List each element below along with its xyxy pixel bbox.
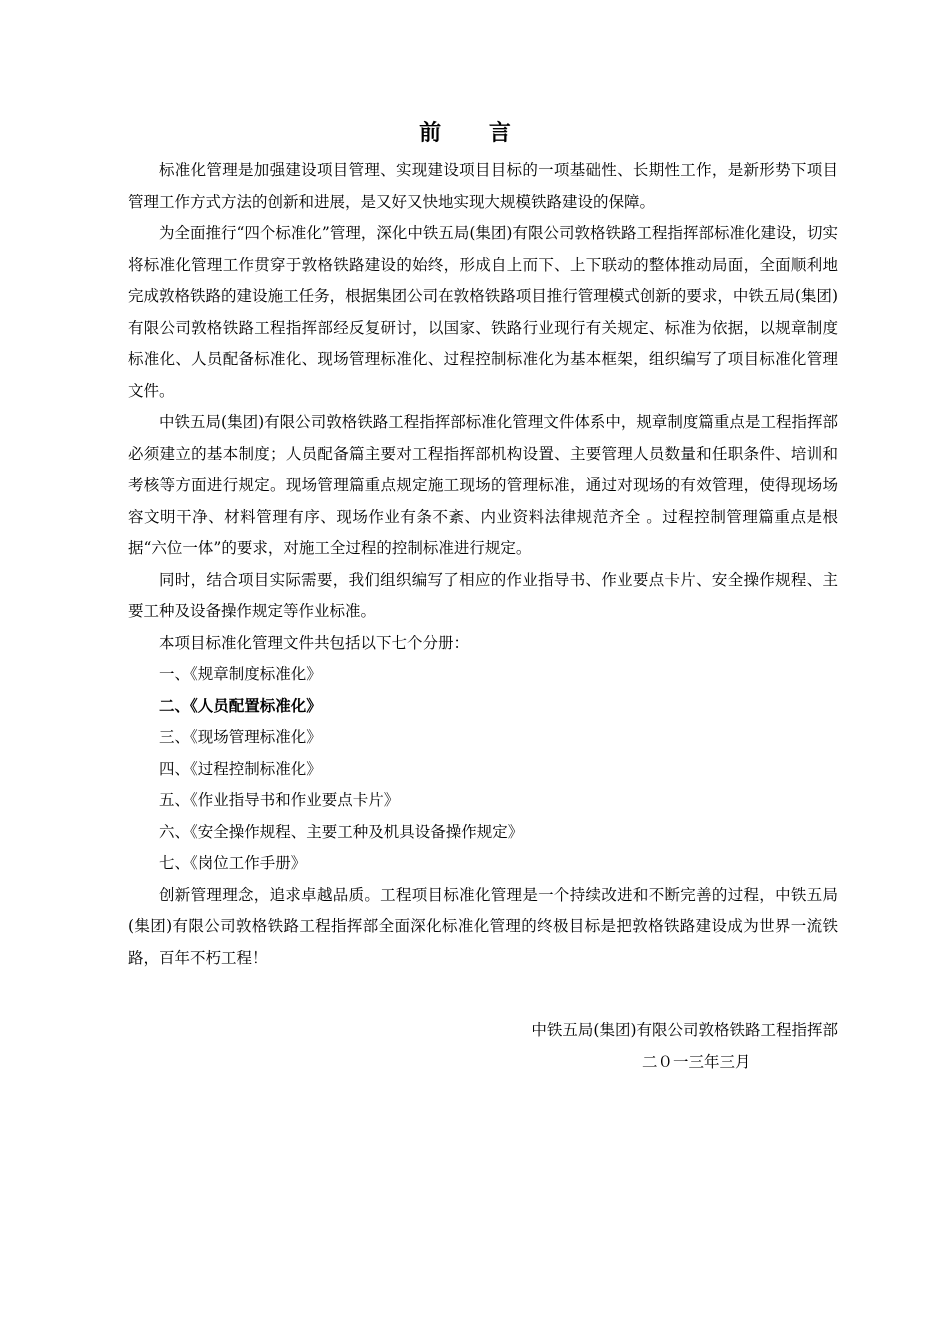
- volume-item: 七、《岗位工作手册》: [159, 854, 307, 872]
- paragraph-supplement: 同时，结合项目实际需要，我们组织编写了相应的作业指导书、作业要点卡片、安全操作规程、主要工种及设备操作规定等作业标准。: [128, 570, 838, 620]
- paragraph-intro: 标准化管理是加强建设项目管理、实现建设项目目标的一项基础性、长期性工作，是新形势下项目管理工作方式方法的创新和进展，是又好又快地实现大规模铁路建设的保障。: [128, 161, 838, 211]
- volume-item: 六、《安全操作规程、主要工种及机具设备操作规定》: [159, 822, 524, 841]
- volume-item: 一、《规章制度标准化》: [159, 665, 322, 683]
- paragraph-closing: 创新管理理念，追求卓越品质。工程项目标准化管理是一个持续改进和不断完善的过程，中铁五局(集团)有限公司敦格铁路工程指挥部全面深化标准化管理的终极目标是把敦格铁路建设成为世界一流铁路，百年不朽工程！: [128, 885, 838, 967]
- volume-item: 三、《现场管理标准化》: [159, 728, 322, 746]
- page-title: 前 言: [419, 121, 531, 146]
- volume-item: 二、《人员配置标准化》: [159, 696, 322, 715]
- paragraph-volumes-intro: 本项目标准化管理文件共包括以下七个分册：: [159, 633, 470, 652]
- signature-block: [128, 1015, 838, 1078]
- signature-organization: 中铁五局(集团)有限公司敦格铁路工程指挥部: [531, 1021, 838, 1039]
- paragraph-system: 中铁五局(集团)有限公司敦格铁路工程指挥部标准化管理文件体系中，规章制度篇重点是工程指挥部必须建立的基本制度；人员配备篇主要对工程指挥部机构设置、主要管理人员数量和任职条件、培训和考核等方面进行规定。现场管理篇重点规定施工现场的管理标准，通过对现场的有效管理，使得现场场容文明干净、材料管理有序、现场作业有条不紊、内业资料法律规范齐全 。过程控制管理篇重点是根据“六位一体”的要求，对施工全过程的控制标准进行规定。: [128, 413, 838, 557]
- volume-item: 五、《作业指导书和作业要点卡片》: [159, 791, 400, 809]
- signature-date: 二０一三年三月: [642, 1052, 751, 1071]
- volume-item: 四、《过程控制标准化》: [159, 759, 322, 778]
- paragraph-purpose: 为全面推行“四个标准化”管理，深化中铁五局(集团)有限公司敦格铁路工程指挥部标准化建设，切实将标准化管理工作贯穿于敦格铁路建设的始终，形成自上而下、上下联动的整体推动局面，全面顺利地完成敦格铁路的建设施工任务，根据集团公司在敦格铁路项目推行管理模式创新的要求，中铁五局(集团)有限公司敦格铁路工程指挥部经反复研讨，以国家、铁路行业现行有关规定、标准为依据，以规章制度标准化、人员配备标准化、现场管理标准化、过程控制标准化为基本框架，组织编写了项目标准化管理文件。: [128, 224, 838, 400]
- document-body: [128, 155, 838, 974]
